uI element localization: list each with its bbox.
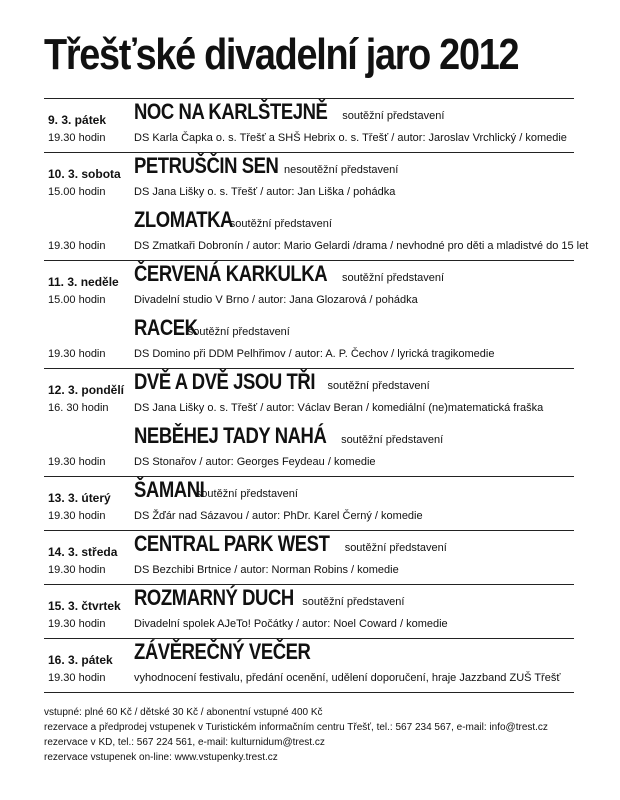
row-time: 19.30 hodin: [48, 564, 106, 576]
play-description: DS Karla Čapka o. s. Třešť a SHŠ Hebrix o. s. Třešť / autor: Jaroslav Vrchlický / komedie: [134, 132, 567, 144]
play-description: vyhodnocení festivalu, předání ocenění, udělení doporučení, hraje Jazzband ZUŠ Třešť: [134, 672, 561, 684]
play-description: DS Domino při DDM Pelhřimov / autor: A. P. Čechov / lyrická tragikomedie: [134, 348, 495, 360]
play-title: ROZMARNÝ DUCH: [134, 585, 294, 610]
row-date: 15. 3. čtvrtek: [48, 599, 121, 613]
play-title: NOC NA KARLŠTEJNĚ: [134, 99, 328, 124]
program-list: [44, 99, 589, 693]
program-row: [44, 369, 574, 423]
play-type: soutěžní představení: [342, 110, 445, 122]
play-type: soutěžní představení: [195, 488, 298, 500]
footer-info: [44, 705, 548, 765]
play-title: ZLOMATKA: [134, 207, 233, 232]
row-date: 9. 3. pátek: [48, 113, 107, 127]
program-row: [44, 207, 589, 261]
play-type: soutěžní představení: [229, 218, 332, 230]
program-row: [44, 639, 574, 693]
row-time: 19.30 hodin: [48, 240, 106, 252]
play-description: DS Zmatkaři Dobronín / autor: Mario Gelardi /drama / nevhodné pro děti a mladistvé do 15 let: [134, 240, 589, 252]
play-type: soutěžní představení: [344, 542, 447, 554]
play-description: Divadelní spolek AJeTo! Počátky / autor: Noel Coward / komedie: [134, 618, 448, 630]
play-title: ŠAMANI: [134, 477, 205, 502]
row-date: 14. 3. středa: [48, 545, 118, 559]
program-row: [44, 531, 574, 585]
row-time: 19.30 hodin: [48, 510, 106, 522]
footer-reservation-info-centre: rezervace a předprodej vstupenek v Turistickém informačním centru Třešť, tel.: 567 234 567, e-mail: info@trest.cz: [44, 722, 548, 733]
play-title: DVĚ A DVĚ JSOU TŘI: [134, 369, 316, 394]
play-description: DS Stonařov / autor: Georges Feydeau / komedie: [134, 456, 376, 468]
play-title: PETRUŠČIN SEN: [134, 153, 279, 178]
row-time: 19.30 hodin: [48, 132, 106, 144]
play-title: ZÁVĚREČNÝ VEČER: [134, 639, 311, 664]
program-row: [44, 99, 574, 153]
row-date: 13. 3. úterý: [48, 491, 111, 505]
play-description: DS Žďár nad Sázavou / autor: PhDr. Karel Černý / komedie: [134, 510, 423, 522]
row-time: 15.00 hodin: [48, 294, 106, 306]
row-time: 19.30 hodin: [48, 348, 106, 360]
play-type: soutěžní představení: [327, 380, 430, 392]
play-type: soutěžní představení: [341, 434, 444, 446]
play-description: DS Jana Lišky o. s. Třešť / autor: Jan Liška / pohádka: [134, 186, 396, 198]
footer-reservation-online: rezervace vstupenek on-line: www.vstupenky.trest.cz: [44, 752, 278, 763]
play-type: soutěžní představení: [187, 326, 290, 338]
play-title: RACEK: [134, 315, 198, 340]
play-title: CENTRAL PARK WEST: [134, 531, 330, 556]
footer-reservation-kd: rezervace v KD, tel.: 567 224 561, e-mail: kulturnidum@trest.cz: [44, 737, 325, 748]
row-date: 10. 3. sobota: [48, 167, 121, 181]
play-description: DS Jana Lišky o. s. Třešť / autor: Václav Beran / komediální (ne)matematická fraška: [134, 402, 544, 414]
row-time: 19.30 hodin: [48, 456, 106, 468]
row-time: 16. 30 hodin: [48, 402, 109, 414]
row-time: 19.30 hodin: [48, 672, 106, 684]
play-title: NEBĚHEJ TADY NAHÁ: [134, 423, 327, 448]
row-time: 19.30 hodin: [48, 618, 106, 630]
program-row: [44, 315, 574, 369]
program-row: [44, 585, 574, 639]
page-title: Třešťské divadelní jaro 2012: [44, 30, 519, 79]
row-date: 12. 3. pondělí: [48, 383, 125, 397]
play-type: nesoutěžní představení: [283, 164, 399, 176]
row-date: 11. 3. neděle: [48, 275, 119, 289]
row-date: 16. 3. pátek: [48, 653, 113, 667]
footer-prices: vstupné: plné 60 Kč / dětské 30 Kč / abonentní vstupné 400 Kč: [44, 707, 323, 718]
program-row: [44, 153, 574, 207]
play-description: Divadelní studio V Brno / autor: Jana Glozarová / pohádka: [134, 294, 418, 306]
program-row: [44, 477, 574, 531]
play-title: ČERVENÁ KARKULKA: [134, 261, 328, 286]
program-row: [44, 423, 574, 477]
program-row: [44, 261, 574, 315]
play-description: DS Bezchibi Brtnice / autor: Norman Robins / komedie: [134, 564, 399, 576]
play-type: soutěžní představení: [341, 272, 445, 284]
row-time: 15.00 hodin: [48, 186, 106, 198]
play-type: soutěžní představení: [302, 596, 405, 608]
